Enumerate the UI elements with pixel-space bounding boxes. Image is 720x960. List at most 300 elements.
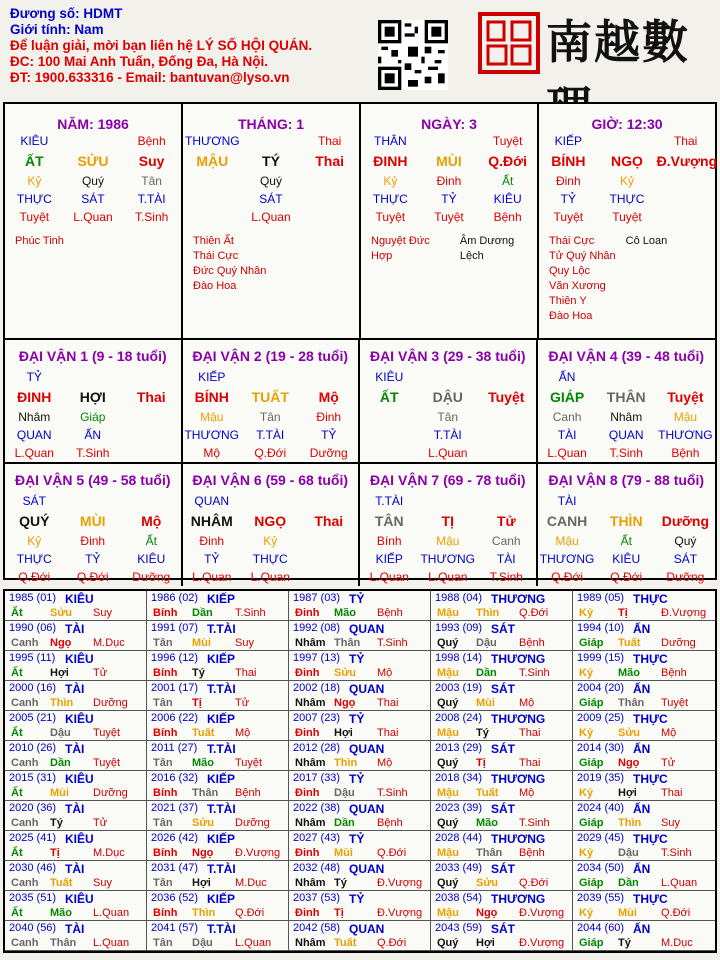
pillar-row bbox=[360, 510, 536, 532]
pillar-row bbox=[360, 426, 536, 444]
dai-van-title: ĐẠI VẬN 2 (19 - 28 tuổi) bbox=[192, 348, 349, 364]
year-label: 2009 (25) bbox=[577, 712, 625, 724]
year-branch: Thìn bbox=[476, 607, 500, 619]
year-star: TÀI bbox=[65, 802, 85, 816]
yearly-table bbox=[3, 589, 717, 953]
year-phase: Q.Đới bbox=[377, 847, 407, 859]
year-branch: Dần bbox=[192, 607, 213, 619]
dai-van-cell bbox=[5, 340, 183, 464]
year-branch: Tuất bbox=[476, 787, 499, 799]
pillar-cell: THỰC bbox=[16, 552, 52, 566]
dai-van-title: ĐẠI VẬN 5 (49 - 58 tuổi) bbox=[14, 472, 171, 488]
year-phase: M.Dục bbox=[93, 637, 125, 649]
year-label: 2019 (35) bbox=[577, 772, 625, 784]
year-star: TÀI bbox=[65, 742, 85, 756]
four-pillars-table bbox=[3, 102, 717, 340]
star-label: Thiên Y bbox=[549, 295, 587, 307]
year-stem: Đinh bbox=[295, 607, 320, 619]
year-label: 2035 (51) bbox=[9, 892, 57, 904]
year-stem: Giáp bbox=[579, 937, 604, 949]
pillar-cell: T.TÀI bbox=[256, 428, 285, 442]
dai-van-title: ĐẠI VẬN 8 (79 - 88 tuổi) bbox=[548, 472, 705, 488]
stars-col bbox=[371, 234, 450, 264]
year-cell bbox=[5, 621, 147, 651]
year-branch: Dần bbox=[476, 667, 497, 679]
year-stem: Ất bbox=[11, 667, 23, 679]
pillar-cell: Mậu bbox=[436, 534, 460, 548]
pillar-cell: THƯƠNG bbox=[185, 134, 240, 148]
pillar-row bbox=[5, 208, 181, 226]
year-star: KIÊU bbox=[65, 652, 94, 666]
year-star: TÀI bbox=[65, 862, 85, 876]
year-cell bbox=[147, 591, 289, 621]
year-cell bbox=[147, 681, 289, 711]
year-star: KIÊU bbox=[65, 772, 94, 786]
year-label: 1988 (04) bbox=[435, 592, 483, 604]
year-branch: Thìn bbox=[334, 757, 358, 769]
pillar-row bbox=[360, 444, 536, 462]
year-branch: Tý bbox=[50, 817, 63, 829]
address-line: ĐC: 100 Mai Anh Tuấn, Đống Đa, Hà Nội. bbox=[10, 54, 269, 69]
pillar-cell: THƯƠNG bbox=[539, 552, 595, 566]
year-phase: Tử bbox=[661, 757, 676, 769]
year-phase: Đ.Vượng bbox=[235, 847, 281, 859]
pillar-cell: BÍNH bbox=[551, 153, 586, 169]
pillar-row bbox=[539, 150, 718, 172]
pillar-cell: THƯƠNG bbox=[184, 428, 240, 442]
year-phase: L.Quan bbox=[235, 937, 272, 949]
year-label: 2015 (31) bbox=[9, 772, 57, 784]
year-star: T.TÀI bbox=[207, 682, 236, 696]
pillar-cell: L.Quan bbox=[192, 570, 232, 584]
year-star: KIÊU bbox=[65, 892, 94, 906]
pillar-row bbox=[361, 172, 537, 190]
year-label: 1986 (02) bbox=[151, 592, 199, 604]
year-label: 1996 (12) bbox=[151, 652, 199, 664]
year-cell bbox=[431, 861, 573, 891]
pillar-cell: Thai bbox=[315, 153, 345, 169]
year-star: TỶ bbox=[349, 892, 365, 906]
pillar-row bbox=[360, 568, 536, 586]
pillar-cell: Tuyệt bbox=[488, 389, 525, 405]
pillar-title: NĂM: 1986 bbox=[57, 116, 129, 132]
pillar-row bbox=[361, 190, 537, 208]
year-cell bbox=[147, 651, 289, 681]
year-cell bbox=[147, 891, 289, 921]
pillar-cell: TÝ bbox=[262, 153, 280, 169]
pillar-row bbox=[538, 532, 716, 550]
star-label: Thiên Ất bbox=[193, 235, 234, 247]
year-branch: Dần bbox=[50, 757, 71, 769]
year-branch: Thân bbox=[618, 697, 645, 709]
pillar-cell: L.Quan bbox=[14, 446, 54, 460]
year-cell bbox=[289, 621, 431, 651]
year-label: 2025 (41) bbox=[9, 832, 57, 844]
year-cell bbox=[431, 771, 573, 801]
year-branch: Hợi bbox=[334, 727, 353, 739]
year-star: ẤN bbox=[633, 922, 651, 936]
pillar-cell: Tuyệt bbox=[492, 134, 523, 148]
year-cell bbox=[147, 621, 289, 651]
pillar-cell: ẤN bbox=[558, 370, 576, 384]
year-phase: Q.Đới bbox=[661, 907, 691, 919]
year-phase: Dưỡng bbox=[661, 637, 696, 649]
year-label: 2002 (18) bbox=[293, 682, 341, 694]
pillar-cell: KIẾP bbox=[198, 370, 226, 384]
stars-col bbox=[15, 234, 181, 249]
pillar-cell: TÀI bbox=[557, 494, 577, 508]
year-stem: Giáp bbox=[579, 637, 604, 649]
year-branch: Tị bbox=[618, 607, 628, 619]
special-stars bbox=[549, 234, 715, 324]
year-label: 1991 (07) bbox=[151, 622, 199, 634]
pillar-cell: Thai bbox=[673, 134, 698, 148]
pillar-cell: KIẾP bbox=[554, 134, 582, 148]
pillar-cell: THƯƠNG bbox=[658, 428, 713, 442]
star-label: Thái Cực bbox=[193, 250, 239, 262]
pillar-cell: CANH bbox=[546, 513, 588, 529]
year-stem: Quý bbox=[437, 937, 459, 949]
year-star: KIẾP bbox=[207, 592, 236, 606]
year-label: 1985 (01) bbox=[9, 592, 57, 604]
year-branch: Dần bbox=[334, 817, 355, 829]
pillar-cell: ẤT bbox=[24, 153, 44, 169]
year-branch: Mão bbox=[476, 817, 498, 829]
pillar-cell: Kỷ bbox=[263, 534, 278, 548]
year-branch: Tị bbox=[334, 907, 344, 919]
year-branch: Dần bbox=[618, 877, 639, 889]
pillar-cell: Tuyệt bbox=[19, 210, 50, 224]
year-branch: Mão bbox=[618, 667, 640, 679]
year-phase: Đ.Vượng bbox=[377, 877, 423, 889]
year-label: 2023 (39) bbox=[435, 802, 483, 814]
year-stem: Bính bbox=[153, 667, 178, 679]
year-cell bbox=[573, 651, 715, 681]
pillar-cell: KIÊU bbox=[20, 134, 49, 148]
year-star: KIÊU bbox=[65, 592, 94, 606]
year-phase: Bệnh bbox=[519, 847, 545, 859]
year-label: 2007 (23) bbox=[293, 712, 341, 724]
pillar-cell: SỬU bbox=[77, 153, 109, 169]
pillar-cell: Giáp bbox=[80, 410, 106, 424]
year-star: QUAN bbox=[349, 802, 385, 816]
pillar-row bbox=[538, 368, 716, 386]
year-stem: Kỷ bbox=[579, 787, 594, 799]
year-branch: Mão bbox=[334, 607, 356, 619]
year-star: ẤN bbox=[633, 622, 651, 636]
year-stem: Bính bbox=[153, 607, 178, 619]
year-stem: Đinh bbox=[295, 667, 320, 679]
pillar-cell: Tuyệt bbox=[667, 389, 704, 405]
pillar-cell: Mộ bbox=[141, 513, 162, 529]
year-cell bbox=[573, 831, 715, 861]
year-phase: Mộ bbox=[519, 697, 535, 709]
year-branch: Tuất bbox=[50, 877, 73, 889]
year-stem: Bính bbox=[153, 907, 178, 919]
phone-email-line: ĐT: 1900.633316 - Email: bantuvan@lyso.vn bbox=[10, 70, 290, 85]
year-label: 2018 (34) bbox=[435, 772, 483, 784]
pillar-row bbox=[538, 444, 716, 462]
pillar-cell: Q.Đới bbox=[488, 153, 527, 169]
pillar-cell: ĐINH bbox=[373, 153, 408, 169]
year-label: 2028 (44) bbox=[435, 832, 483, 844]
stars-col bbox=[193, 234, 359, 294]
pillar-cell: SÁT bbox=[673, 552, 698, 566]
pillar-row bbox=[183, 368, 359, 386]
year-stem: Bính bbox=[153, 787, 178, 799]
year-phase: Mộ bbox=[377, 667, 393, 679]
pillar-cell: THỰC bbox=[609, 192, 645, 206]
pillar-cell: Đinh bbox=[316, 410, 342, 424]
pillar-cell: THÂN bbox=[373, 134, 407, 148]
pillar-cell: TỶ bbox=[26, 370, 42, 384]
dai-van-cell bbox=[538, 464, 716, 586]
year-phase: Tử bbox=[235, 697, 250, 709]
year-stem: Kỷ bbox=[579, 727, 594, 739]
year-label: 1990 (06) bbox=[9, 622, 57, 634]
year-label: 2021 (37) bbox=[151, 802, 199, 814]
pillar-row bbox=[183, 426, 359, 444]
year-star: THƯƠNG bbox=[491, 832, 546, 846]
pillar-column bbox=[361, 104, 539, 338]
pillar-cell: NGỌ bbox=[254, 513, 287, 529]
qr-code-icon bbox=[378, 20, 448, 90]
pillar-cell: Ất bbox=[620, 534, 632, 548]
pillar-row bbox=[183, 510, 359, 532]
year-phase: Dưỡng bbox=[93, 787, 128, 799]
year-branch: Hợi bbox=[50, 667, 69, 679]
year-branch: Hợi bbox=[192, 877, 211, 889]
year-label: 2040 (56) bbox=[9, 922, 57, 934]
pillar-cell: Mộ bbox=[318, 389, 339, 405]
year-branch: Dậu bbox=[192, 937, 213, 949]
year-stem: Tân bbox=[153, 697, 173, 709]
pillar-cell: Nhâm bbox=[18, 410, 51, 424]
year-label: 2041 (57) bbox=[151, 922, 199, 934]
year-cell bbox=[573, 711, 715, 741]
year-phase: L.Quan bbox=[93, 937, 130, 949]
pillar-row bbox=[5, 368, 181, 386]
year-star: THƯƠNG bbox=[491, 772, 546, 786]
star-label: Đào Hoa bbox=[549, 310, 593, 322]
year-cell bbox=[147, 801, 289, 831]
year-label: 2033 (49) bbox=[435, 862, 483, 874]
year-star: SÁT bbox=[491, 802, 515, 816]
year-stem: Ất bbox=[11, 847, 23, 859]
star-label: Cô Loan bbox=[625, 235, 668, 247]
year-cell bbox=[573, 741, 715, 771]
pillar-cell: KIẾP bbox=[375, 552, 403, 566]
pillar-cell: Canh bbox=[491, 534, 521, 548]
year-branch: Sửu bbox=[334, 667, 357, 679]
pillar-cell: THÌN bbox=[609, 513, 643, 529]
pillar-cell: T.TÀI bbox=[137, 192, 166, 206]
year-label: 1995 (11) bbox=[9, 652, 56, 664]
header-info bbox=[10, 6, 312, 86]
year-label: 2032 (48) bbox=[293, 862, 341, 874]
pillar-cell: QUAN bbox=[608, 428, 644, 442]
year-branch: Tuất bbox=[192, 727, 215, 739]
year-phase: Mộ bbox=[661, 727, 677, 739]
dai-van-cell bbox=[5, 464, 183, 586]
year-label: 2037 (53) bbox=[293, 892, 341, 904]
year-stem: Ất bbox=[11, 607, 23, 619]
year-phase: Bệnh bbox=[235, 787, 261, 799]
red-seal-icon bbox=[478, 12, 540, 74]
year-label: 2024 (40) bbox=[577, 802, 625, 814]
year-star: TÀI bbox=[65, 682, 85, 696]
year-label: 2016 (32) bbox=[151, 772, 199, 784]
year-phase: Tuyệt bbox=[235, 757, 263, 769]
year-label: 2027 (43) bbox=[293, 832, 341, 844]
year-star: TÀI bbox=[65, 922, 85, 936]
pillar-cell: MÙI bbox=[79, 513, 106, 529]
pillar-cell: Mậu bbox=[555, 534, 579, 548]
year-stem: Đinh bbox=[295, 907, 320, 919]
pillar-row bbox=[5, 386, 181, 408]
year-branch: Dậu bbox=[476, 637, 497, 649]
pillar-row bbox=[538, 408, 716, 426]
year-phase: Q.Đới bbox=[519, 607, 549, 619]
pillar-cell: Bệnh bbox=[671, 446, 700, 460]
year-stem: Nhâm bbox=[295, 637, 326, 649]
pillar-cell: Suy bbox=[138, 153, 165, 169]
year-star: THỰC bbox=[633, 832, 668, 846]
pillar-cell: Bệnh bbox=[137, 134, 166, 148]
pillar-cell: T.Sinh bbox=[134, 210, 169, 224]
pillar-row bbox=[538, 386, 716, 408]
pillar-row bbox=[5, 190, 181, 208]
pillar-row bbox=[5, 550, 181, 568]
pillar-row bbox=[183, 132, 359, 150]
year-cell bbox=[289, 801, 431, 831]
year-branch: Ngọ bbox=[618, 757, 640, 769]
pillar-row bbox=[183, 532, 359, 550]
year-branch: Dậu bbox=[334, 787, 355, 799]
brand-logo: 南越數 bbox=[546, 15, 690, 69]
pillar-row bbox=[360, 386, 536, 408]
year-phase: Đ.Vượng bbox=[377, 907, 423, 919]
gender-line: Giới tính: Nam bbox=[10, 22, 104, 37]
year-star: SÁT bbox=[491, 922, 515, 936]
year-branch: Hợi bbox=[618, 787, 637, 799]
pillar-cell: HỢI bbox=[79, 389, 106, 405]
year-stem: Mậu bbox=[437, 847, 459, 859]
year-cell bbox=[289, 831, 431, 861]
year-star: KIẾP bbox=[207, 652, 236, 666]
pillar-cell: L.Quan bbox=[250, 570, 290, 584]
year-cell bbox=[147, 771, 289, 801]
year-branch: Tuất bbox=[618, 637, 641, 649]
year-star: THƯƠNG bbox=[491, 652, 546, 666]
pillar-cell: Tân bbox=[437, 410, 459, 424]
year-phase: Thai bbox=[519, 757, 541, 769]
pillar-row bbox=[5, 492, 181, 510]
year-phase: Mộ bbox=[519, 787, 535, 799]
year-phase: Bệnh bbox=[519, 637, 545, 649]
year-cell bbox=[573, 771, 715, 801]
pillar-cell: Tân bbox=[141, 174, 162, 188]
year-star: THỰC bbox=[633, 892, 668, 906]
pillar-row bbox=[538, 492, 716, 510]
pillar-row bbox=[5, 568, 181, 586]
pillar-row bbox=[360, 492, 536, 510]
year-cell bbox=[5, 861, 147, 891]
year-phase: Suy bbox=[661, 817, 680, 829]
year-label: 2013 (29) bbox=[435, 742, 483, 754]
pillar-cell: Kỷ bbox=[27, 174, 42, 188]
pillar-cell: Mậu bbox=[200, 410, 224, 424]
pillar-cell: Q.Đới bbox=[254, 446, 287, 460]
pillar-cell: Quý bbox=[674, 534, 697, 548]
star-label: Đức Quý Nhân bbox=[193, 265, 267, 277]
pillar-cell: L.Quan bbox=[251, 210, 291, 224]
pillar-cell: KIÊU bbox=[137, 552, 166, 566]
year-star: SÁT bbox=[491, 682, 515, 696]
star-label: Âm Dương Lệch bbox=[459, 235, 515, 262]
year-branch: Thìn bbox=[192, 907, 216, 919]
pillar-row bbox=[539, 208, 715, 226]
pillar-cell: Dưỡng bbox=[309, 446, 348, 460]
year-phase: Suy bbox=[93, 877, 112, 889]
year-label: 2030 (46) bbox=[9, 862, 57, 874]
pillar-cell: Tuyệt bbox=[553, 210, 584, 224]
pillar-column bbox=[539, 104, 718, 338]
year-stem: Bính bbox=[153, 847, 178, 859]
year-cell bbox=[431, 801, 573, 831]
year-branch: Thân bbox=[334, 637, 361, 649]
year-label: 2012 (28) bbox=[293, 742, 341, 754]
pillar-cell: THỰC bbox=[372, 192, 408, 206]
pillar-row bbox=[183, 208, 359, 226]
year-label: 2044 (60) bbox=[577, 922, 625, 934]
year-cell bbox=[5, 891, 147, 921]
year-phase: Mộ bbox=[377, 757, 393, 769]
year-cell bbox=[573, 921, 715, 951]
year-cell bbox=[431, 921, 573, 951]
stars-col bbox=[549, 234, 616, 324]
year-branch: Mão bbox=[50, 907, 72, 919]
pillar-row bbox=[183, 386, 359, 408]
star-label: Phúc Tinh bbox=[15, 235, 64, 247]
year-label: 1993 (09) bbox=[435, 622, 483, 634]
pillar-cell: L.Quan bbox=[547, 446, 587, 460]
year-phase: Suy bbox=[235, 637, 254, 649]
year-star: TỶ bbox=[349, 712, 365, 726]
pillar-row bbox=[5, 408, 181, 426]
pillar-cell: L.Quan bbox=[428, 446, 468, 460]
pillar-cell: T.Sinh bbox=[76, 446, 110, 460]
year-phase: Bệnh bbox=[661, 667, 687, 679]
pillar-row bbox=[183, 408, 359, 426]
year-cell bbox=[5, 801, 147, 831]
year-branch: Thìn bbox=[618, 817, 642, 829]
pillar-row bbox=[360, 550, 536, 568]
year-branch: Ngọ bbox=[334, 697, 356, 709]
year-star: KIẾP bbox=[207, 712, 236, 726]
pillar-cell: Q.Đới bbox=[551, 570, 584, 584]
year-label: 1994 (10) bbox=[577, 622, 625, 634]
pillar-cell: L.Quan bbox=[428, 570, 468, 584]
pillar-cell: TÀI bbox=[557, 428, 577, 442]
year-stem: Kỷ bbox=[579, 847, 594, 859]
year-branch: Dậu bbox=[618, 847, 639, 859]
year-cell bbox=[147, 861, 289, 891]
pillar-cell: L.Quan bbox=[73, 210, 113, 224]
year-branch: Sửu bbox=[50, 607, 73, 619]
dai-van-cell bbox=[360, 340, 538, 464]
dai-van-title: ĐẠI VẬN 1 (9 - 18 tuổi) bbox=[18, 348, 167, 364]
